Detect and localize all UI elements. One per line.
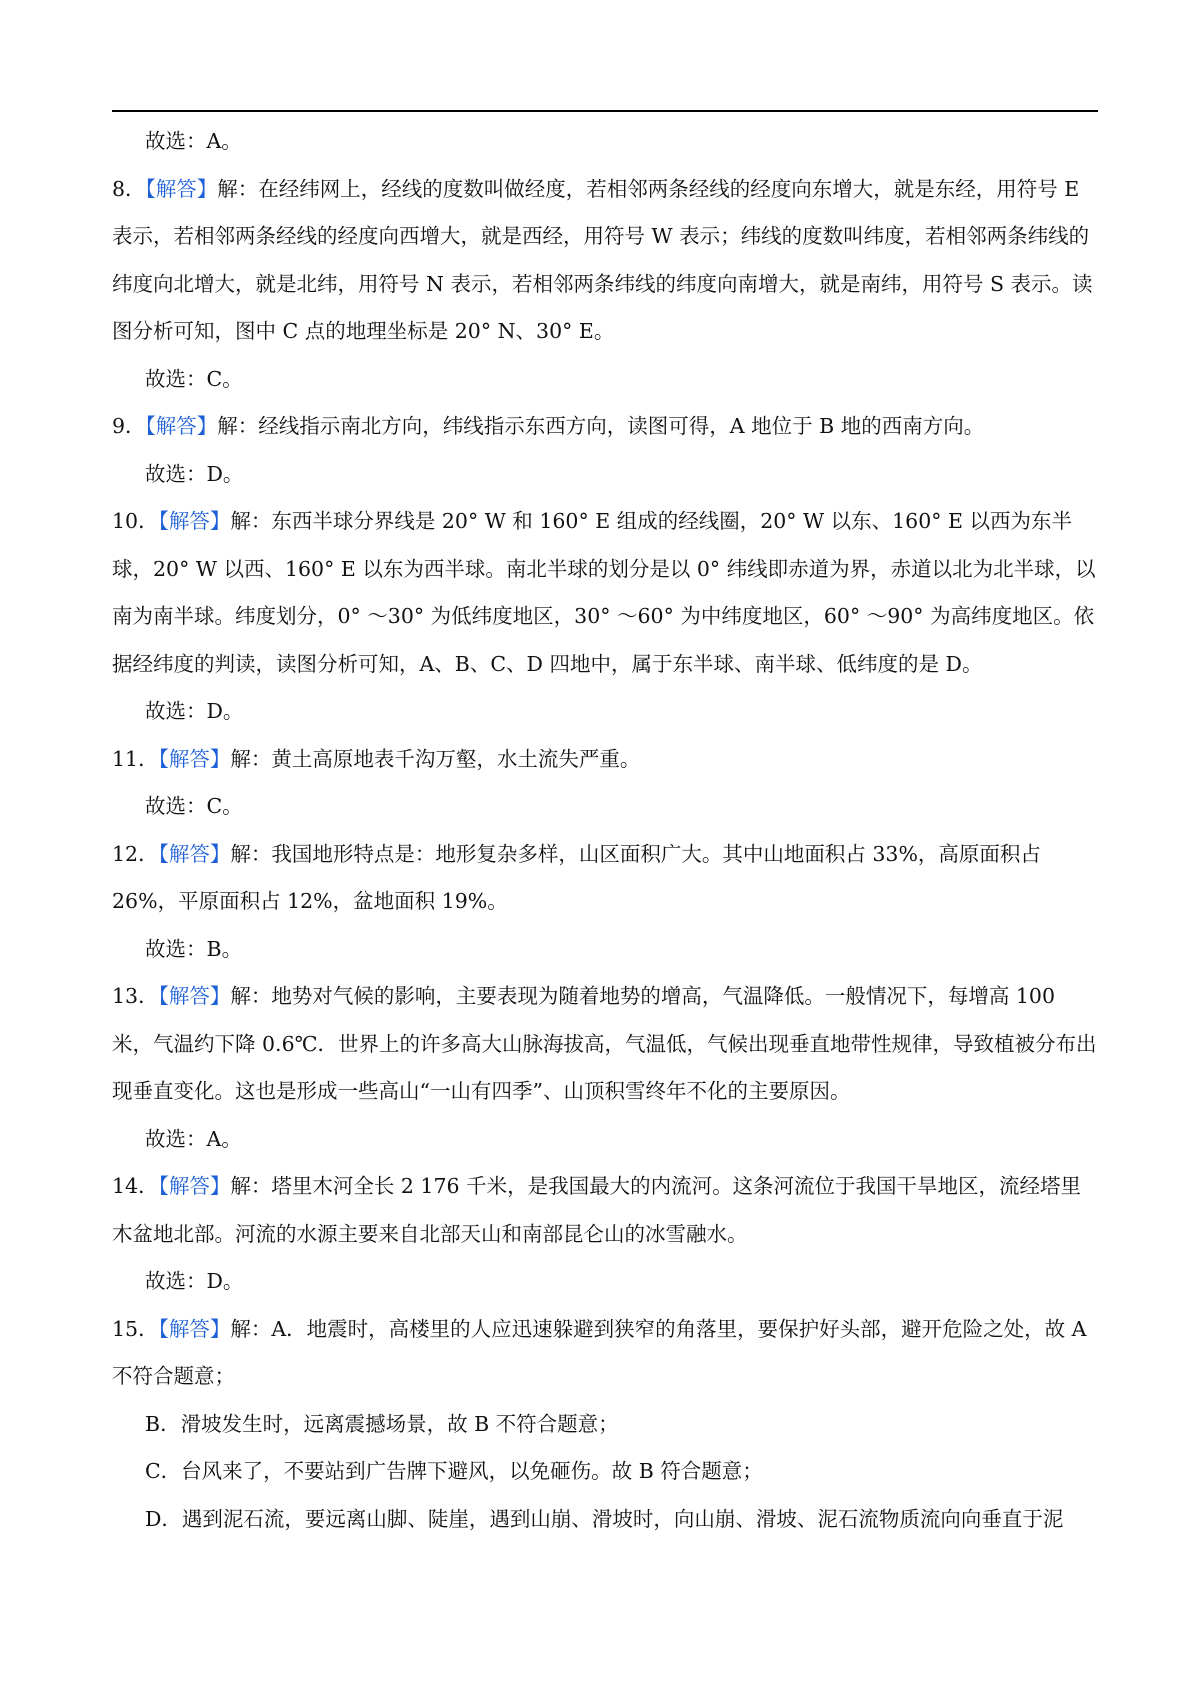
- solution-text: 解：塔里木河全长 2 176 千米，是我国最大的内流河。这条河流位于我国干旱地区，流经塔里木盆地北部。河流的水源主要来自北部天山和南部昆仑山的冰雪融水。: [112, 1174, 1082, 1246]
- option-b: B．滑坡发生时，远离震撼场景，故 B 不符合题意；: [145, 1411, 619, 1436]
- question-13: [112, 973, 1098, 1163]
- solution-tag: 【解答】: [158, 1174, 231, 1198]
- question-number: 10．: [112, 509, 159, 533]
- question-11: [112, 736, 1098, 831]
- answer-line: 故选：D。: [145, 1269, 244, 1293]
- answer-line: 故选：D。: [145, 699, 244, 723]
- solution-text: 解：我国地形特点是：地形复杂多样，山区面积广大。其中山地面积占 33%，高原面积占 26%，平原面积占 12%，盆地面积 19%。: [112, 841, 1041, 913]
- question-15: [112, 1306, 1098, 1544]
- question-10: [112, 498, 1098, 736]
- question-number: 14．: [112, 1174, 159, 1198]
- solution-text: 解：东西半球分界线是 20° W 和 160° E 组成的经线圈，20° W 以东、160° E 以西为东半球，20° W 以西、160° E 以东为西半球。南北半球的划分是以 0° 纬线即赤道为界，赤道以北为北半球，以南为南半球。纬度划分，0° ～30° 为低纬度地区，30° ～60° 为中纬度地区，60° ～90° 为高纬度地区。依据经纬度的判读，读图分析可知，A、B、C、D 四地中，属于东半球、南半球、低纬度的是 D。: [112, 509, 1096, 676]
- solution-tag: 【解答】: [158, 509, 231, 533]
- solution-text: 解：经线指示南北方向，纬线指示东西方向，读图可得，A 地位于 B 地的西南方向。: [217, 414, 985, 438]
- solution-text: 解：地势对气候的影响，主要表现为随着地势的增高，气温降低。一般情况下，每增高 100 米，气温约下降 0.6℃．世界上的许多高大山脉海拔高，气温低，气候出现垂直地带性规律，导致植被分布出现垂直变化。这也是形成一些高山“一山有四季”、山顶积雪终年不化的主要原因。: [112, 984, 1097, 1103]
- option-d: D．遇到泥石流，要远离山脚、陡崖，遇到山崩、滑坡时，向山崩、滑坡、泥石流物质流向向垂直于泥: [145, 1506, 1064, 1531]
- answer-line: 故选：B。: [145, 936, 243, 961]
- header-rule: [112, 110, 1098, 112]
- answer-content: [112, 118, 1098, 1543]
- question-12: [112, 831, 1098, 974]
- question-number: 8．: [112, 176, 146, 201]
- solution-text: 解：在经纬网上，经线的度数叫做经度，若相邻两条经线的经度向东增大，就是东经，用符号 E 表示，若相邻两条经线的经度向西增大，就是西经，用符号 W 表示；纬线的度数叫纬度，若相邻两条纬线的纬度向北增大，就是北纬，用符号 N 表示，若相邻两条纬线的纬度向南增大，就是南纬，用符号 S 表示。读图分析可知，图中 C 点的地理坐标是 20° N、30° E。: [112, 176, 1093, 343]
- question-9: [112, 403, 1098, 498]
- answer-line: 故选：C。: [145, 794, 243, 818]
- solution-tag: 【解答】: [145, 414, 218, 438]
- solution-tag: 【解答】: [158, 746, 231, 771]
- question-14: [112, 1163, 1098, 1306]
- question-number: 11．: [112, 746, 159, 771]
- question-number: 9．: [112, 414, 146, 438]
- solution-tag: 【解答】: [158, 1316, 231, 1341]
- option-c: C．台风来了，不要站到广告牌下避风，以免砸伤。故 B 符合题意；: [145, 1459, 763, 1483]
- solution-tag: 【解答】: [158, 984, 231, 1008]
- solution-tag: 【解答】: [158, 841, 231, 866]
- solution-text: 解：黄土高原地表千沟万壑，水土流失严重。: [230, 746, 641, 771]
- answer-line: 故选：A。: [145, 1126, 242, 1151]
- answer-line: 故选：A。: [145, 129, 242, 153]
- question-number: 12．: [112, 841, 159, 866]
- solution-text: 解：A．地震时，高楼里的人应迅速躲避到狭窄的角落里，要保护好头部，避开危险之处，故 A 不符合题意；: [112, 1316, 1087, 1388]
- answer-line: 故选：D。: [145, 461, 244, 486]
- answer-line: 故选：C。: [145, 366, 243, 391]
- question-number: 13．: [112, 984, 159, 1008]
- question-8: [112, 166, 1098, 404]
- question-number: 15．: [112, 1316, 159, 1341]
- solution-tag: 【解答】: [145, 176, 218, 201]
